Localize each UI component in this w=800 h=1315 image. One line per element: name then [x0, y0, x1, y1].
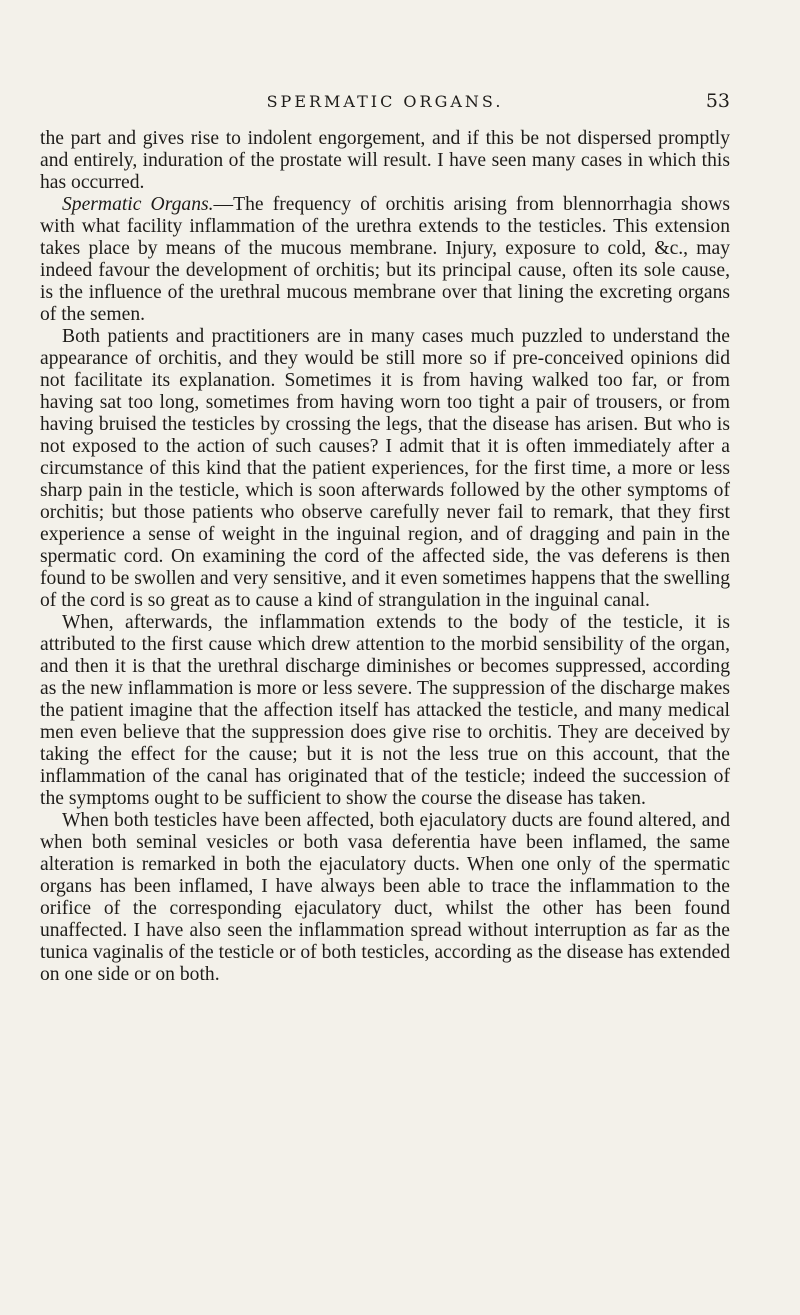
paragraph-text: When, afterwards, the inflammation extends to the body of the testicle, it is attributed to the first cause which drew attention to the morbid sensibility of the organ, and then it is that the urethral discharge diminishes or becomes suppressed, according as the new inflammation is more or less severe. The suppression of the discharge makes the patient imagine that the affection itself has attacked the testicle, and many medical men even believe that the suppression does give rise to orchitis. They are deceived by taking the effect for the cause; but it is not the less true on this account, that the inflammation of the canal has originated that of the testicle; indeed the succession of the symptoms ought to be sufficient to show the course the disease has taken. — [40, 612, 730, 809]
page-number: 53 — [705, 90, 730, 112]
section-heading: Spermatic Organs. — [62, 194, 214, 215]
running-head: SPERMATIC ORGANS. — [266, 92, 504, 111]
paragraph-text: Both patients and practitioners are in many cases much puzzled to understand the appearance of orchitis, and they would be still more so if pre-conceived opinions did not facilitate its explanation. Sometimes it is from having walked too far, or from having sat too long, sometimes from having worn too tight a pair of trousers, or from having bruised the testicles by crossing the legs, that the disease has arisen. But who is not exposed to the action of such causes? I admit that it is often immediately after a circumstance of this kind that the patient experiences, for the first time, a more or less sharp pain in the testicle, which is soon afterwards followed by the other symptoms of orchitis; but those patients who observe carefully never fail to remark, that they first experience a sense of weight in the inguinal region, and of dragging and pain in the spermatic cord. On examining the cord of the affected side, the vas deferens is then found to be swollen and very sensitive, and it even sometimes happens that the swelling of the cord is so great as to cause a kind of strangulation in the inguinal canal. — [40, 326, 730, 611]
paragraph-text: —The frequency of orchitis arising from blennorrhagia shows with what facility inflammation of the urethra extends to the testicles. This extension takes place by means of the mucous membrane. Injury, exposure to cold, &c., may indeed favour the development of orchitis; but its principal cause, often its sole cause, is the influence of the urethral mucous membrane over that lining the excreting organs of the semen. — [40, 194, 731, 325]
paragraph-5 — [40, 810, 730, 986]
page-body — [40, 128, 730, 986]
paragraph-text: the part and gives rise to indolent engorgement, and if this be not dispersed promptly and entirely, induration of the prostate will result. I have seen many cases in which this has occurred. — [40, 128, 730, 193]
paragraph-2 — [40, 194, 730, 326]
paragraph-1 — [40, 128, 730, 194]
paragraph-3 — [40, 326, 730, 612]
paragraph-text: When both testicles have been affected, both ejaculatory ducts are found altered, and when both seminal vesicles or both vasa deferentia have been inflamed, the same alteration is remarked in both the ejaculatory ducts. When one only of the spermatic organs has been inflamed, I have always been able to trace the inflammation to the orifice of the corresponding ejaculatory duct, whilst the other has been found unaffected. I have also seen the inflammation spread without interruption as far as the tunica vaginalis of the testicle or of both testicles, according as the disease has extended on one side or on both. — [40, 810, 730, 985]
page-header — [40, 90, 730, 116]
paragraph-4 — [40, 612, 730, 810]
